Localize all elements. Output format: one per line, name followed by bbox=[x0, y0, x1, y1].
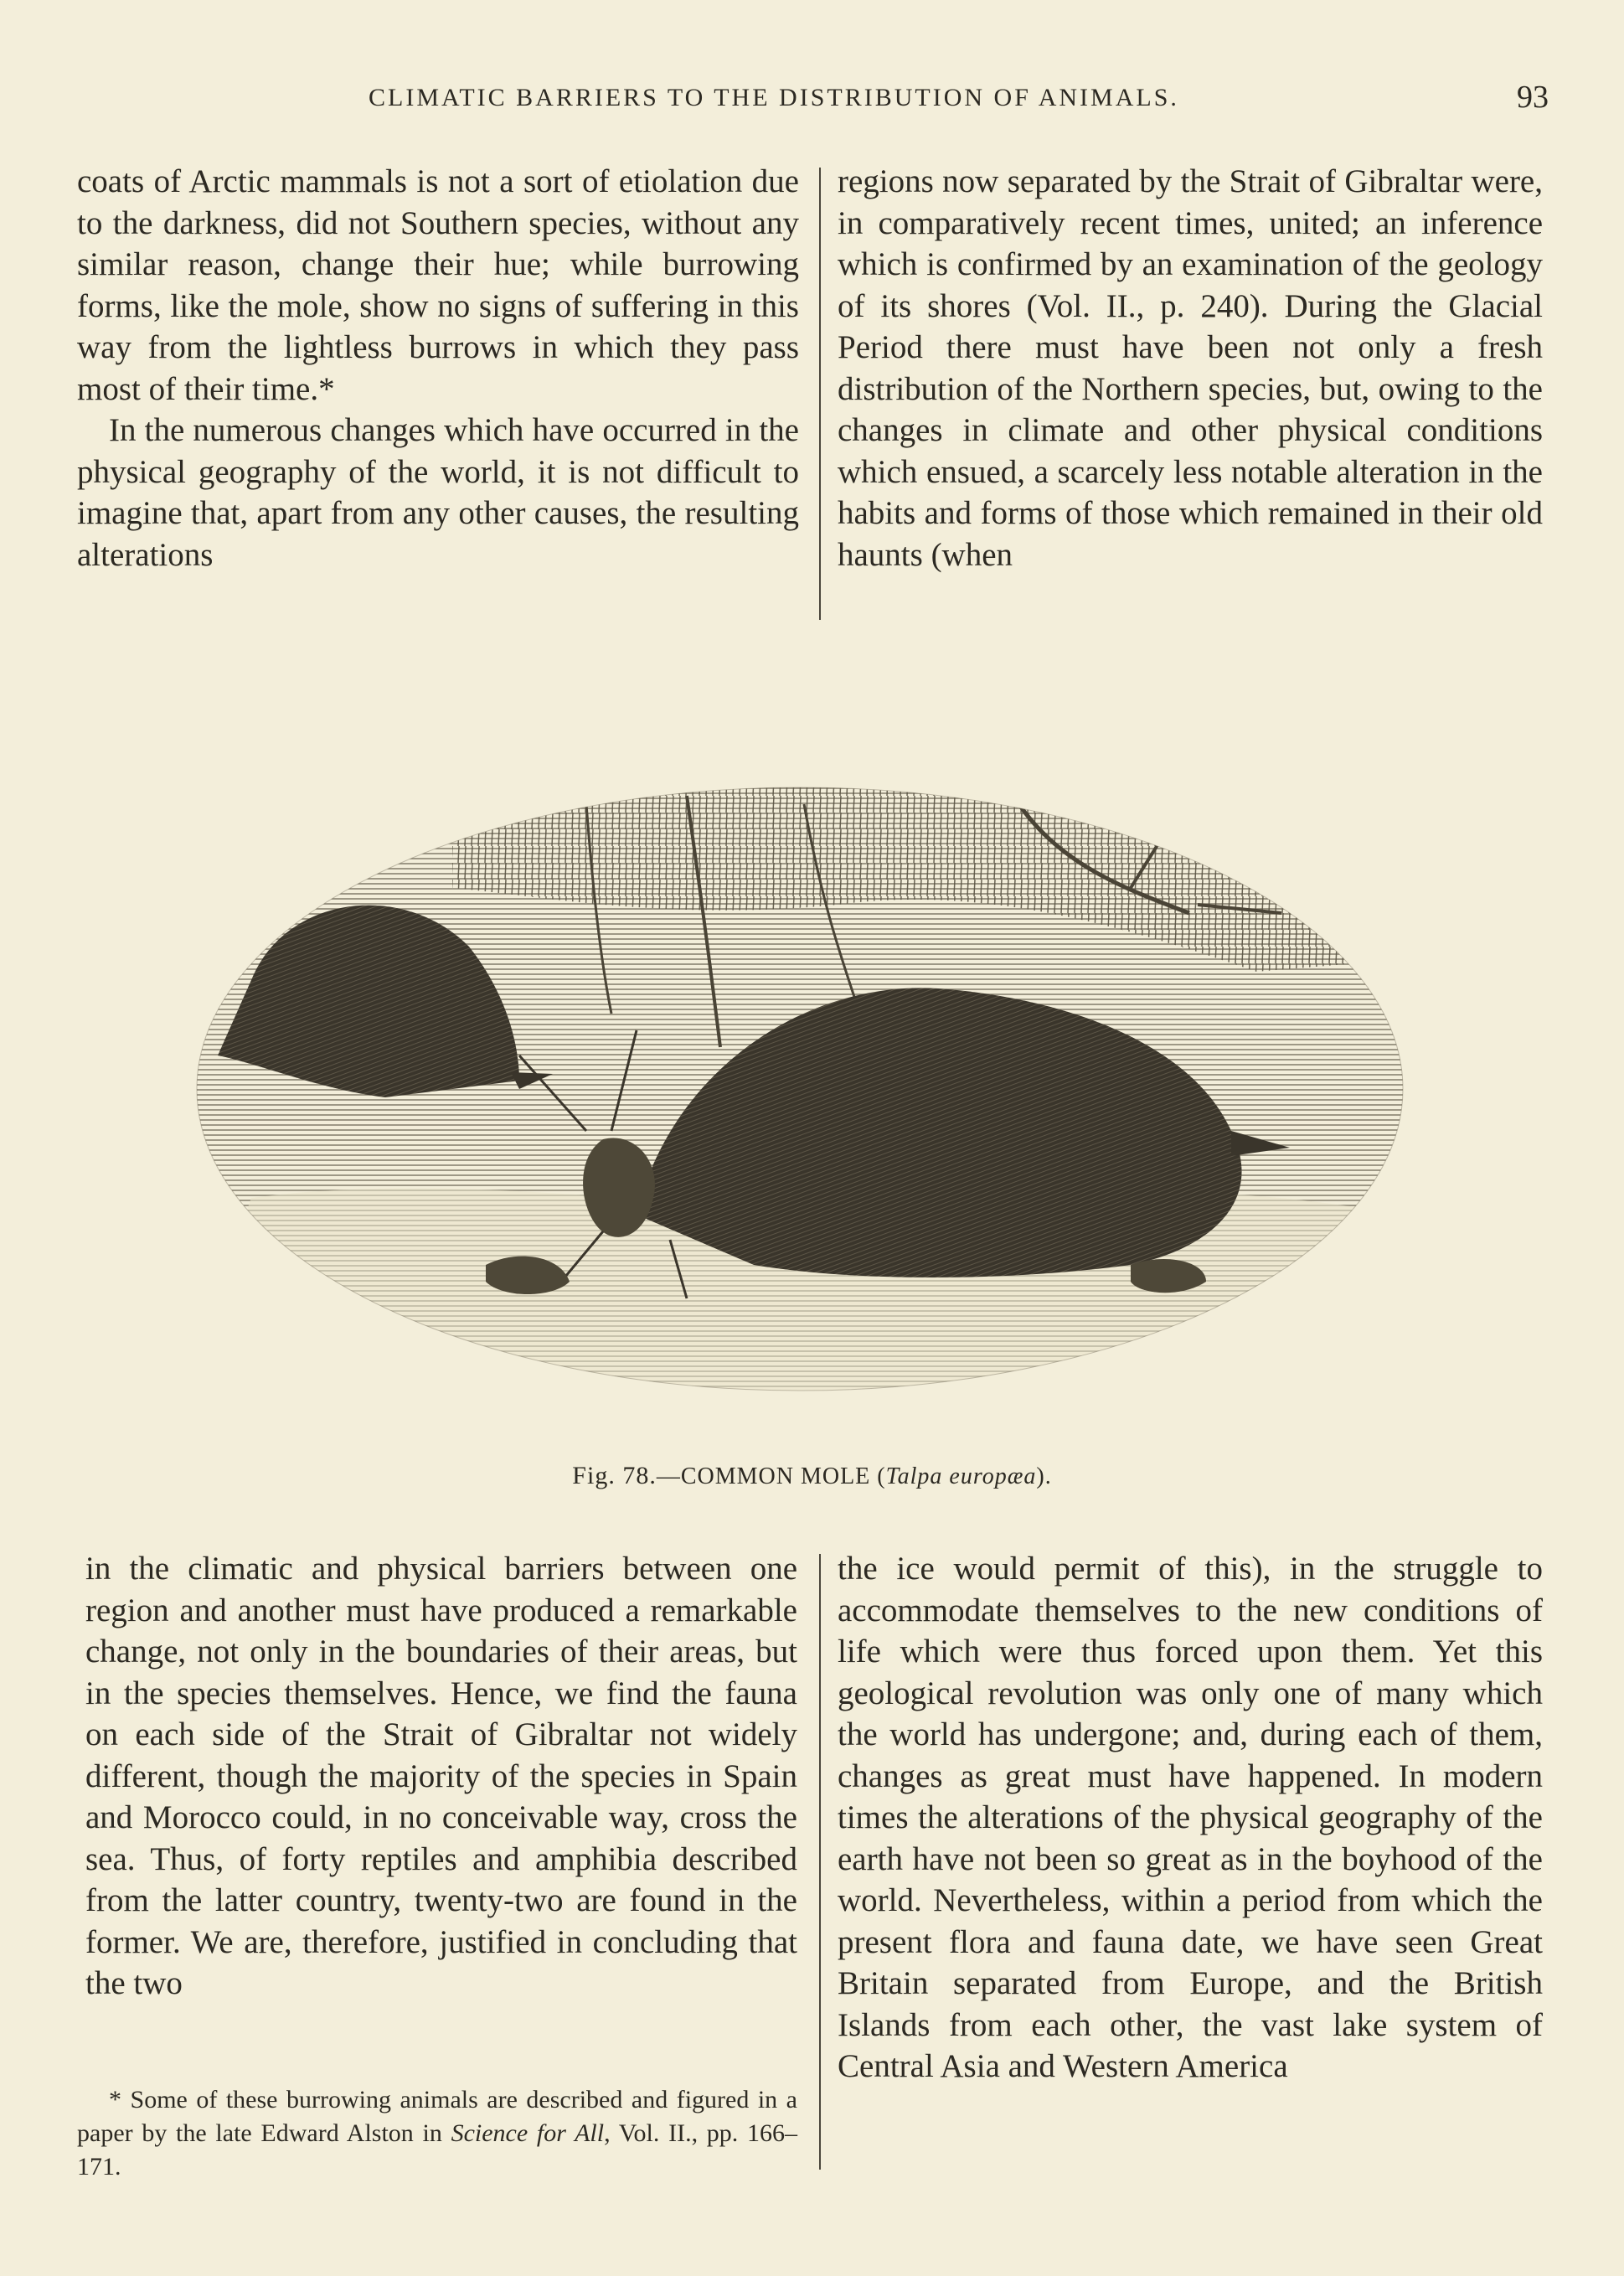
running-title: CLIMATIC BARRIERS TO THE DISTRIBUTION OF ANIMALS. bbox=[369, 84, 1179, 111]
column-bottom-left bbox=[85, 1548, 797, 2005]
column-divider bbox=[819, 1554, 821, 2170]
figure-caption bbox=[0, 1462, 1624, 1490]
mole-engraving bbox=[168, 695, 1432, 1432]
figure-label: Fig. 78. bbox=[572, 1462, 657, 1489]
paragraph: in the climatic and physical barriers between one region and another must have produced a remarkable change, not only in the boundaries of their areas, but in the species themselves. Hence, we find the fauna on each side of the Strait of Gibraltar not widely different, though the majority of the species in Spain and Morocco could, in no conceivable way, cross the sea. Thus, of forty reptiles and amphibia described from the latter country, twenty-two are found in the former. We are, therefore, justified in concluding that the two bbox=[85, 1551, 797, 2001]
paragraph: In the numerous changes which have occurred in the physical geography of the world, it is not difficult to imagine that, apart from any other causes, the resulting alterations bbox=[77, 412, 799, 573]
species-open: ( bbox=[870, 1463, 886, 1489]
paragraph: coats of Arctic mammals is not a sort of etiolation due to the darkness, did not Southern species, without any similar reason, change their hue; while burrowing forms, like the mole, show no signs of suffering in this way from the lightless burrows in which they pass most of their time.* bbox=[77, 163, 799, 407]
species-close: ). bbox=[1036, 1463, 1052, 1489]
footnote-ref: , Vol. II., pp. 166–171. bbox=[77, 2119, 798, 2181]
column-top-right bbox=[838, 161, 1543, 575]
column-top-left bbox=[77, 161, 799, 575]
caption-dash: — bbox=[656, 1463, 681, 1489]
column-bottom-right bbox=[838, 1548, 1543, 2088]
footnote-text: * Some of these burrowing animals are described and figured in a paper by the late Edward Alston in bbox=[77, 2086, 797, 2147]
page-number: 93 bbox=[1517, 80, 1549, 115]
footnote bbox=[77, 2083, 797, 2184]
footnote-title: Science for All bbox=[451, 2119, 605, 2147]
column-divider bbox=[819, 168, 821, 620]
paragraph: the ice would permit of this), in the struggle to accommodate themselves to the new conditions of life which were thus forced upon them. Yet this geological revolution was only one of many which the world has undergone; and, during each of them, changes as great must have happened. In modern times the alterations of the physical geography of the earth have not been so great as in the boyhood of the world. Nevertheless, within a period from which the present flora and fauna date, we have seen Great Britain separated from Europe, and the British Islands from each other, the vast lake system of Central Asia and Western America bbox=[838, 1551, 1543, 2084]
figure-name: COMMON MOLE bbox=[680, 1463, 871, 1489]
species-name: Talpa europæa bbox=[885, 1463, 1037, 1489]
paragraph: regions now separated by the Strait of Gibraltar were, in comparatively recent times, united; an inference which is confirmed by an examination of the geology of its shores (Vol. II., p. 240). During the Glacial Period there must have been not only a fresh distribution of the Northern species, but, owing to the changes in climate and other physical conditions which ensued, a scarcely less notable alteration in the habits and forms of those which remained in their old haunts (when bbox=[838, 163, 1543, 573]
running-head bbox=[0, 80, 1624, 126]
